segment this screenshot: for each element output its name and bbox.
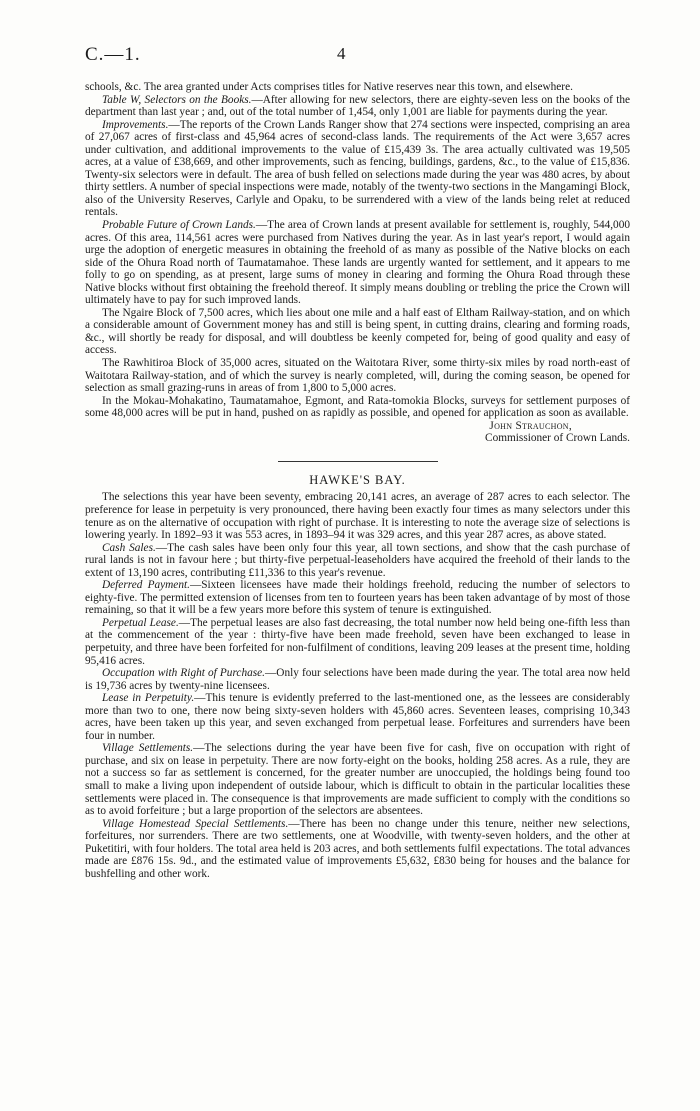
paragraph-heading: Village Settlements.: [102, 742, 194, 755]
paragraph-heading: Improvements.: [102, 118, 169, 131]
section-title: HAWKE'S BAY.: [309, 472, 406, 487]
paragraph: [85, 94, 630, 119]
paragraph-text: —Sixteen licensees have made their holdings freehold, reducing the number of selectors to eighty-five. The permitted extension of licenses from ten to fourteen years has been taken advantage of by most of those remaining, so that it will be a few years more before this system of tenure is extinguished.: [85, 579, 630, 617]
signature-title: Commissioner of Crown Lands.: [485, 432, 630, 445]
paragraph: [85, 579, 630, 617]
document-body: [85, 81, 630, 880]
paragraph-text: —The area of Crown lands at present available for settlement is, roughly, 544,000 acres. Of this area, 114,561 acres were purchased from Natives during the year. As in last year's report, I would again urge the adoption of energetic measures in obtaining the freehold of as many as possible of the Native blocks on each side of the Ohura Road north of Taumatamahoe. These lands are urgently wanted for settlement, and it appears to me folly to go on spending, as at present, large sums of money in clearing and forming the Ohura Road through these Native blocks without first obtaining the freehold thereof. It simply means doubling or trebling the price the Crown will ultimately have to pay for such improved lands.: [85, 219, 631, 307]
paragraph: The Rawhitiroa Block of 35,000 acres, situated on the Waitotara River, some thirty-six miles by road north-east of Waitotara Railway-station, and of which the survey is nearly completed, will, during the coming season, be opened for selection as small grazing-runs in areas of from 1,800 to 5,000 acres.: [85, 357, 630, 395]
paragraph: In the Mokau-Mohakatino, Taumatamahoe, Egmont, and Rata-tomokia Blocks, surveys for settlement purposes of some 48,000 acres will be put in hand, pushed on as rapidly as possible, and opened for application as soon as available.: [85, 394, 630, 420]
paragraph: [85, 818, 630, 881]
paragraph-text: —There has been no change under this tenure, neither new selections, forfeitures, nor surrenders. There are two settlements, one at Woodville, with twenty-seven holders, and the other at Puketitiri, with four holders. The total area held is 203 acres, and both settlements fulfil expectations. The total advances made are £876 15s. 9d., and the estimated value of improvements £5,632, £830 being for houses and the balance for bushfelling and other work.: [85, 817, 630, 880]
paragraph-heading: Table W, Selectors on the Books.: [102, 93, 252, 106]
page-header: [85, 44, 630, 68]
paragraph: [85, 617, 630, 667]
paragraph-heading: Perpetual Lease.: [102, 616, 179, 629]
page-number: 4: [337, 44, 346, 63]
paragraph: [85, 542, 630, 580]
paragraph-heading: Lease in Perpetuity.: [102, 692, 195, 705]
paragraph: [85, 219, 630, 307]
paragraph: The Ngaire Block of 7,500 acres, which lies about one mile and a half east of Eltham Railway-station, and on which a considerable amount of Government money has and still is being spent, in cutting drains, clearing and forming roads, &c., will shortly be ready for disposal, and will doubtless be keenly competed for, being of good quality and easy of access.: [85, 306, 630, 357]
paragraph-text: —Only four selections have been made during the year. The total area now held is 19,736 acres by twenty-nine licensees.: [85, 667, 631, 692]
document-reference: C.—1.: [85, 44, 141, 65]
paragraph-text: —The selections during the year have been five for cash, five on occupation with right of purchase, and six on lease in perpetuity. There are now forty-eight on the books, holding 258 acres. As a rule, they are not a success so far as settlement is concerned, for the greater number are unoccupied, the holdings being found too small to make a living upon independent of outside labour, which is difficult to obtain in the particular localities these settlements were placed in. The consequence is that improvements are made sufficient to comply with the conditions so as to avoid forfeiture ; but a large proportion of the selectors are absentees.: [85, 742, 630, 818]
signature-name: [85, 420, 630, 433]
paragraph-heading: Occupation with Right of Purchase.: [102, 667, 265, 680]
paragraph-text: —The reports of the Crown Lands Ranger show that 274 sections were inspected, comprising an area of 27,067 acres of first-class and 45,964 acres of second-class lands. The requirements of the Act were 3,657 acres under cultivation, and additional improvements to the value of £15,439 3s. The area actually cultivated was 19,505 acres, at a value of £38,669, and other improvements, such as fencing, buildings, gardens, &c., to the value of £15,836. Twenty-six selectors were in default. The area of bush felled on selections made during the year was 480 acres, by about thirty settlers. A number of special inspections were made, notably of the twenty-two sections in the Mangamingi Block, also of the University Reserves, Carlyle and Opaku, to be surrendered with a view of the lands being relet at reduced rentals.: [85, 118, 630, 219]
paragraph-heading: Cash Sales.: [102, 541, 156, 554]
paragraph-heading: Probable Future of Crown Lands.: [102, 219, 256, 232]
paragraph-text: —The perpetual leases are also fast decreasing, the total number now held being one-fifth less than at the commencement of the year : thirty-five have been made freehold, seven have been exchanged to lease in perpetuity, and three have been forfeited for non-fulfilment of conditions, leaving 209 leases at the present time, holding 95,416 acres.: [85, 616, 630, 667]
paragraph: [85, 667, 630, 692]
paragraph-heading: Deferred Payment.: [102, 579, 190, 592]
paragraph: The selections this year have been seventy, embracing 20,141 acres, an average of 287 acres to each selector. The preference for lease in perpetuity is very pronounced, there having been exactly four times as many selectors under this tenure as on the alternative of occupation with right of purchase. It is interesting to note the average size of selections is lowering yearly. In 1892–93 it was 553 acres, in 1893–94 it was 329 acres, and this year 287 acres, as above stated.: [85, 491, 630, 542]
paragraph: [85, 119, 630, 219]
paragraph: [85, 742, 630, 817]
paragraph-heading: Village Homestead Special Settlements.: [102, 817, 289, 830]
paragraph-text: —The cash sales have been only four this year, all town sections, and show that the cash purchase of rural lands is not in favour here ; but thirty-five perpetual-leaseholders have acquired the freehold of their lands to the extent of 13,190 acres, contributing £11,336 to this year's revenue.: [85, 541, 630, 579]
paragraph: [85, 692, 630, 742]
paragraph: schools, &c. The area granted under Acts comprises titles for Native reserves near this town, and elsewhere.: [85, 81, 573, 93]
paragraph-text: —This tenure is evidently preferred to the last-mentioned one, as the lessees are considerably more than two to one, there now being sixty-seven holders with 45,860 acres. Seventeen leases, comprising 10,343 acres, have been taken up this year, and seven exchanged from perpetual lease. Forfeitures and surrenders have been four in number.: [85, 692, 630, 742]
section-divider: [278, 461, 438, 462]
signature-name-text: John Strauchon,: [489, 419, 572, 432]
paragraph-text: —After allowing for new selectors, there are eighty-seven less on the books of the department than last year ; and, out of the total number of 1,454, only 1,001 are liable for payments during the year.: [85, 93, 630, 119]
